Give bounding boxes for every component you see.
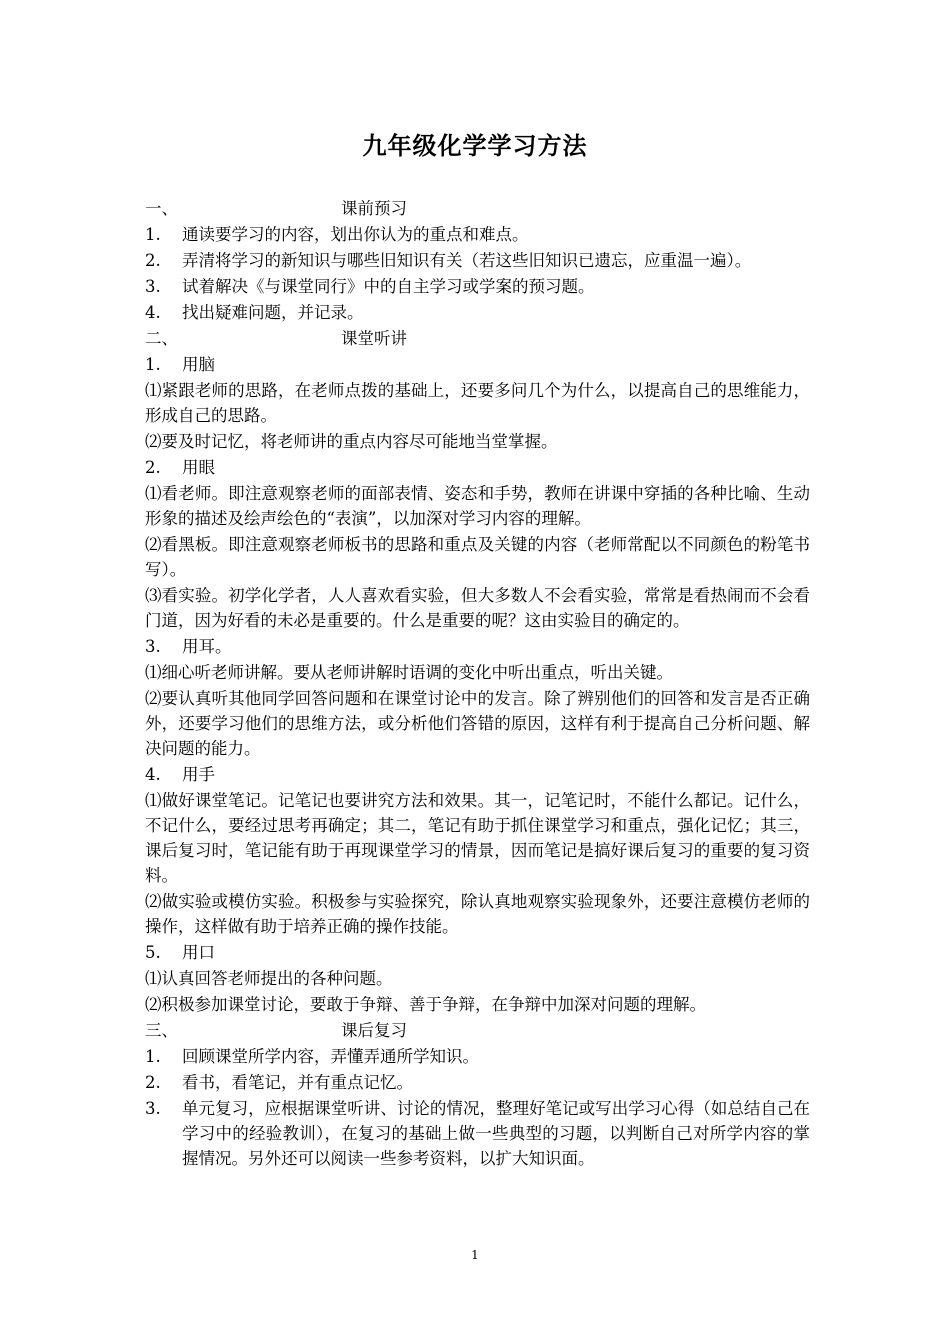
section-title: 课后复习: [341, 1021, 407, 1040]
subsection-title: 用眼: [182, 458, 215, 477]
item-number: 1.: [145, 355, 161, 374]
section-title: 课堂听讲: [341, 329, 407, 348]
paragraph: ⑶看实验。初学化学者，人人喜欢看实验，但大多数人不会看实验，常常是看热闹而不会看门道，因为好看的未必是重要的。什么是重要的呢？这由实验目的确定的。: [145, 586, 810, 630]
item-text: 看书，看笔记，并有重点记忆。: [182, 1073, 413, 1092]
paragraph: ⑴认真回答老师提出的各种问题。: [145, 969, 393, 988]
list-item: [145, 248, 810, 273]
section-heading-lecture: [145, 326, 810, 351]
paragraph: ⑵要及时记忆，将老师讲的重点内容尽可能地当堂掌握。: [145, 432, 558, 451]
item-text: 通读要学习的内容，划出你认为的重点和难点。: [182, 225, 529, 244]
subsection-title: 用耳。: [182, 637, 232, 656]
subsection-title: 用口: [182, 943, 215, 962]
paragraph: ⑴细心听老师讲解。要从老师讲解时语调的变化中听出重点，听出关键。: [145, 663, 673, 682]
list-item: [145, 274, 810, 299]
subsection-heading: [145, 940, 810, 965]
section-number: 一、: [145, 199, 178, 218]
item-number: 1.: [145, 225, 161, 244]
paragraph: ⑵看黑板。即注意观察老师板书的思路和重点及关键的内容（老师常配以不同颜色的粉笔书写）。: [145, 535, 810, 579]
item-number: 3.: [145, 277, 161, 296]
section-heading-review: [145, 1018, 810, 1043]
section-number: 三、: [145, 1021, 178, 1040]
item-number: 4.: [145, 765, 161, 784]
item-text: 找出疑难问题，并记录。: [182, 303, 364, 322]
item-number: 4.: [145, 303, 161, 322]
list-item: [145, 222, 810, 247]
list-item: [145, 1044, 810, 1069]
paragraph: ⑴紧跟老师的思路，在老师点拨的基础上，还要多问几个为什么，以提高自己的思维能力，形成自己的思路。: [145, 381, 810, 425]
section-title: 课前预习: [341, 199, 407, 218]
subsection-title: 用手: [182, 765, 215, 784]
item-number: 2.: [145, 1073, 161, 1092]
item-number: 3.: [145, 1099, 161, 1118]
item-text: 单元复习，应根据课堂听讲、讨论的情况，整理好笔记或写出学习心得（如总结自己在学习中的经验教训），在复习的基础上做一些典型的习题，以判断自己对所学内容的掌握情况。另外还可以阅读一些参考资料，以扩大知识面。: [182, 1099, 810, 1168]
paragraph: ⑴看老师。即注意观察老师的面部表情、姿态和手势，教师在讲课中穿插的各种比喻、生动形象的描述及绘声绘色的“表演”，以加深对学习内容的理解。: [145, 484, 810, 528]
document-title: 九年级化学学习方法: [362, 131, 588, 160]
document-body: [145, 196, 810, 1172]
section-number: 二、: [145, 329, 178, 348]
subsection-heading: [145, 352, 810, 377]
paragraph: ⑵积极参加课堂讨论，要敢于争辩、善于争辩，在争辩中加深对问题的理解。: [145, 995, 706, 1014]
subsection-heading: [145, 634, 810, 659]
section-heading-preview: [145, 196, 810, 221]
item-number: 5.: [145, 943, 161, 962]
list-item: [145, 300, 810, 325]
page-number: 1: [471, 1248, 479, 1262]
subsection-heading: [145, 762, 810, 787]
paragraph: ⑵做实验或模仿实验。积极参与实验探究，除认真地观察实验现象外，还要注意模仿老师的操作，这样做有助于培养正确的操作技能。: [145, 892, 810, 936]
subsection-heading: [145, 455, 810, 480]
item-number: 2.: [145, 458, 161, 477]
item-number: 2.: [145, 251, 161, 270]
item-number: 3.: [145, 637, 161, 656]
paragraph: ⑵要认真听其他同学回答问题和在课堂讨论中的发言。除了辨别他们的回答和发言是否正确外，还要学习他们的思维方法，或分析他们答错的原因，这样有利于提高自己分析问题、解决问题的能力。: [145, 689, 810, 758]
list-item: [145, 1096, 810, 1171]
item-text: 弄清将学习的新知识与哪些旧知识有关（若这些旧知识已遗忘，应重温一遍）。: [182, 251, 752, 270]
item-number: 1.: [145, 1047, 161, 1066]
paragraph: ⑴做好课堂笔记。记笔记也要讲究方法和效果。其一，记笔记时，不能什么都记。记什么，不记什么，要经过思考再确定；其二，笔记有助于抓住课堂学习和重点，强化记忆；其三，课后复习时，笔记能有助于再现课堂学习的情景，因而笔记是搞好课后复习的重要的复习资料。: [145, 791, 810, 885]
subsection-title: 用脑: [182, 355, 215, 374]
item-text: 试着解决《与课堂同行》中的自主学习或学案的预习题。: [182, 277, 595, 296]
list-item: [145, 1070, 810, 1095]
item-text: 回顾课堂所学内容，弄懂弄通所学知识。: [182, 1047, 479, 1066]
